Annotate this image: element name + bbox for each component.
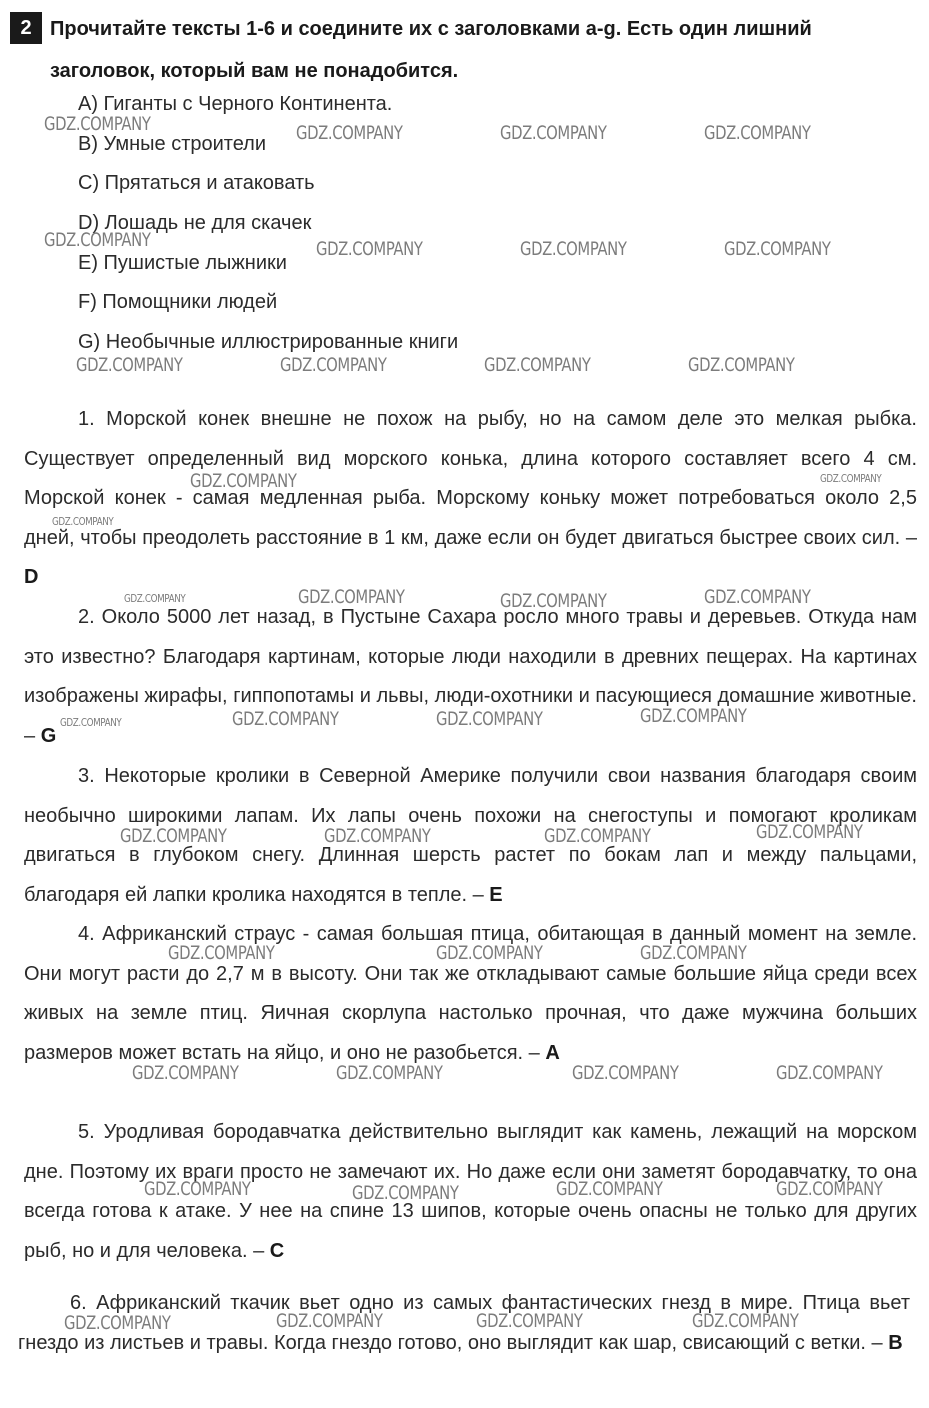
watermark: GDZ.COMPANY — [296, 122, 403, 144]
watermark: GDZ.COMPANY — [436, 942, 543, 964]
watermark: GDZ.COMPANY — [124, 592, 186, 605]
text-2-answer: G — [40, 724, 57, 747]
text-3 — [24, 757, 917, 915]
text-2-body: 2. Около 5000 лет назад, в Пустыне Сахара росло много травы и деревьев. Откуда нам это известно? Благодаря картинам, которые люди находили в древних пещерах. На картинах изображены жирафы, гиппопотамы и львы, люди-охотники и пасующиеся домашние животные. – — [24, 606, 917, 747]
watermark: GDZ.COMPANY — [232, 708, 339, 730]
watermark: GDZ.COMPANY — [324, 825, 431, 847]
watermark: GDZ.COMPANY — [316, 238, 423, 260]
text-1-body: 1. Морской конек внешне не похож на рыбу, но на самом деле это мелкая рыбка. Существует определенный вид морского конька, длина которого составляет всего 4 см. Морской конек - самая медленная рыба. Морскому коньку может потребоваться около 2,5 дней, чтобы преодолеть расстояние в 1 км, даже если он будет двигаться быстрее своих сил. – — [24, 408, 917, 549]
watermark: GDZ.COMPANY — [776, 1178, 883, 1200]
watermark: GDZ.COMPANY — [64, 1312, 171, 1334]
watermark: GDZ.COMPANY — [44, 113, 151, 135]
text-4 — [24, 915, 917, 1073]
watermark: GDZ.COMPANY — [144, 1178, 251, 1200]
watermark: GDZ.COMPANY — [500, 122, 607, 144]
watermark: GDZ.COMPANY — [336, 1062, 443, 1084]
text-4-answer: A — [545, 1041, 560, 1064]
heading-g: G) Необычные иллюстрированные книги — [78, 331, 459, 354]
text-6 — [18, 1284, 910, 1363]
watermark: GDZ.COMPANY — [60, 716, 122, 729]
watermark: GDZ.COMPANY — [484, 354, 591, 376]
heading-b: B) Умные строители — [78, 132, 267, 155]
heading-e: E) Пушистые лыжники — [78, 251, 287, 274]
text-1 — [24, 400, 917, 598]
headings-list — [78, 85, 458, 363]
watermark: GDZ.COMPANY — [820, 472, 882, 485]
watermark: GDZ.COMPANY — [704, 122, 811, 144]
watermark: GDZ.COMPANY — [190, 470, 297, 492]
watermark: GDZ.COMPANY — [436, 708, 543, 730]
heading-a: A) Гиганты с Черного Континента. — [78, 93, 393, 115]
text-5-body: 5. Уродливая бородавчатка действительно выглядит как камень, лежащий на морском дне. Поэтому их враги просто не замечают их. Но даже если они заметят бородавчатку, то она всегда готова к атаке. У нее на спине 13 шипов, которые очень опасны не только для других рыб, но и для человека. – — [24, 1121, 917, 1262]
watermark: GDZ.COMPANY — [44, 229, 151, 251]
watermark: GDZ.COMPANY — [476, 1310, 583, 1332]
watermark: GDZ.COMPANY — [704, 586, 811, 608]
watermark: GDZ.COMPANY — [756, 821, 863, 843]
task-number-badge: 2 — [10, 12, 42, 44]
text-4-body: 4. Африканский страус - самая большая птица, обитающая в данный момент на земле. Они могут расти до 2,7 м в высоту. Они так же откладывают самые большие яйца среди всех живых на земле птиц. Яичная скорлупа настолько прочная, что даже мужчина больших размеров может встать на яйцо, и оно не разобьется. – — [24, 923, 917, 1064]
text-2 — [24, 598, 917, 756]
watermark: GDZ.COMPANY — [692, 1310, 799, 1332]
text-3-body: 3. Некоторые кролики в Северной Америке получили свои названия благодаря своим необычно широкими лапам. Их лапы очень похожи на снегоступы и помогают кроликам двигаться в глубоком снегу. Длинная шерсть растет по бокам лап и между пальцами, благодаря ей лапки кролика находятся в тепле. – — [24, 765, 917, 906]
watermark: GDZ.COMPANY — [776, 1062, 883, 1084]
heading-c: C) Прятаться и атаковать — [78, 172, 315, 195]
heading-d: D) Лошадь не для скачек — [78, 212, 312, 235]
watermark: GDZ.COMPANY — [352, 1182, 459, 1204]
watermark: GDZ.COMPANY — [724, 238, 831, 260]
watermark: GDZ.COMPANY — [572, 1062, 679, 1084]
watermark: GDZ.COMPANY — [520, 238, 627, 260]
watermark: GDZ.COMPANY — [556, 1178, 663, 1200]
watermark: GDZ.COMPANY — [52, 515, 114, 528]
watermark: GDZ.COMPANY — [500, 590, 607, 612]
text-6-body: 6. Африканский ткачик вьет одно из самых фантастических гнезд в мире. Птица вьет гнездо из листьев и травы. Когда гнездо готово, оно выглядит как шар, свисающий с ветки. – — [18, 1292, 910, 1354]
watermark: GDZ.COMPANY — [544, 825, 651, 847]
text-1-answer: D — [24, 566, 39, 589]
text-5-answer: C — [269, 1239, 285, 1262]
watermark: GDZ.COMPANY — [276, 1310, 383, 1332]
watermark: GDZ.COMPANY — [168, 942, 275, 964]
task-instruction: Прочитайте тексты 1-6 и соедините их с заголовками a-g. Есть один лишний заголовок, который вам не понадобится. — [50, 18, 812, 82]
text-5 — [24, 1113, 917, 1271]
watermark: GDZ.COMPANY — [132, 1062, 239, 1084]
watermark: GDZ.COMPANY — [76, 354, 183, 376]
watermark: GDZ.COMPANY — [640, 942, 747, 964]
text-3-answer: E — [489, 883, 503, 906]
watermark: GDZ.COMPANY — [298, 586, 405, 608]
watermark: GDZ.COMPANY — [688, 354, 795, 376]
heading-f: F) Помощники людей — [78, 291, 278, 314]
watermark: GDZ.COMPANY — [120, 825, 227, 847]
watermark: GDZ.COMPANY — [280, 354, 387, 376]
text-6-answer: B — [888, 1331, 903, 1354]
watermark: GDZ.COMPANY — [640, 705, 747, 727]
